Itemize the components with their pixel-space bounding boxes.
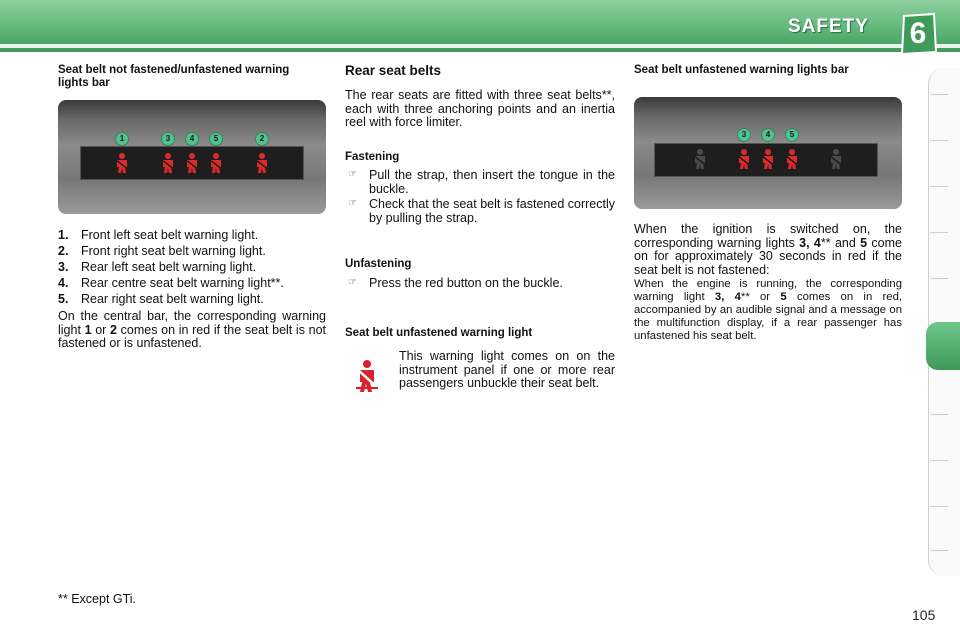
- list-item: [58, 291, 328, 307]
- para-text: comes on in red, accompanied by an audible signal and a message on the multifunction display, if a rear passenger has unfastened his seat belt.: [634, 291, 902, 342]
- footnote: ** Except GTi.: [58, 592, 137, 606]
- seat-belt-warning-icon: [350, 358, 384, 394]
- step-text: Pull the strap, then insert the tongue in the buckle.: [369, 168, 615, 196]
- para-bold: 5: [780, 291, 787, 303]
- step-text: Press the red button on the buckle.: [369, 276, 563, 290]
- item-text: Rear left seat belt warning light.: [81, 260, 257, 274]
- warning-light-number-badge: 5: [785, 128, 799, 142]
- para-bold: 5: [860, 235, 868, 250]
- item-number: 1.: [58, 228, 69, 242]
- chapter-badge: [898, 12, 938, 56]
- item-number: 4.: [58, 276, 69, 290]
- pointer-icon: ☞: [348, 198, 357, 209]
- chapter-number: 6: [909, 17, 927, 50]
- para-bold: 3, 4: [714, 291, 741, 303]
- unfastening-heading: Unfastening: [345, 258, 412, 270]
- header-stripe: [0, 44, 960, 48]
- seat-belt-icon: [113, 152, 131, 174]
- item-text: Rear right seat belt warning light.: [81, 292, 264, 306]
- tab-divider: [930, 506, 948, 507]
- warning-light-list: [58, 227, 328, 307]
- para-text: ** or: [740, 291, 781, 303]
- intro-paragraph: The rear seats are fitted with three seat belts**, each with three anchoring points and an inertia reel with force limiter.: [345, 88, 615, 129]
- seat-belt-icon: [183, 152, 201, 174]
- fastening-step: [345, 197, 615, 225]
- seat-belt-light-off: [691, 148, 709, 170]
- seat-belt-icon: [783, 148, 801, 170]
- para-text: When the engine is running, the corresponding warning light: [634, 278, 902, 303]
- seat-belt-light: [783, 148, 801, 170]
- para-bold: 1: [84, 322, 92, 337]
- item-number: 2.: [58, 244, 69, 258]
- seat-belt-icon: [691, 148, 709, 170]
- seat-belt-icon: [735, 148, 753, 170]
- left-paragraph: [58, 310, 326, 351]
- right-paragraph-1: [634, 223, 902, 277]
- seat-belt-light-off: [827, 148, 845, 170]
- tab-divider: [930, 278, 948, 279]
- para-text: When the ignition is switched on, the corresponding warning lights: [634, 222, 902, 250]
- fastening-heading: Fastening: [345, 151, 400, 163]
- seat-belt-light: [159, 152, 177, 174]
- unfastening-step: [345, 276, 615, 290]
- warning-light-heading: Seat belt unfastened warning light: [345, 327, 533, 339]
- fastening-step: [345, 168, 615, 196]
- item-text: Front right seat belt warning light.: [81, 244, 266, 258]
- left-heading: Seat belt not fastened/unfastened warning lights bar: [58, 64, 290, 89]
- para-text: come on for approximately 30 seconds in red if the seat belt is not fastened:: [634, 235, 902, 277]
- warning-light-number-badge: 4: [761, 128, 775, 142]
- list-item: [58, 243, 328, 259]
- chapter-title: SAFETY: [788, 16, 869, 37]
- list-item: [58, 259, 328, 275]
- right-paragraph-2: [634, 278, 902, 343]
- seat-belt-light: [253, 152, 271, 174]
- para-bold: 2: [110, 322, 117, 337]
- seat-belt-light: [735, 148, 753, 170]
- seat-belt-icon: [159, 152, 177, 174]
- item-number: 5.: [58, 292, 69, 306]
- tab-divider: [930, 94, 948, 95]
- warning-light-number-badge: 5: [209, 132, 223, 146]
- tab-divider: [930, 232, 948, 233]
- warning-light-number-badge: 3: [737, 128, 751, 142]
- item-text: Front left seat belt warning light.: [81, 228, 259, 242]
- section-title: Rear seat belts: [345, 63, 442, 78]
- list-item: [58, 227, 328, 243]
- tab-divider: [930, 550, 948, 551]
- seat-belt-icon: [827, 148, 845, 170]
- warning-light-number-badge: 2: [255, 132, 269, 146]
- list-item: [58, 275, 328, 291]
- para-bold: 3, 4: [799, 235, 821, 250]
- seat-belt-icon: [207, 152, 225, 174]
- warning-light-text: This warning light comes on on the instrument panel if one or more rear passengers unbuckle their seat belt.: [399, 349, 615, 390]
- step-text: Check that the seat belt is fastened correctly by pulling the strap.: [369, 197, 615, 225]
- pointer-icon: ☞: [348, 169, 357, 180]
- item-text: Rear centre seat belt warning light**.: [81, 276, 284, 290]
- item-number: 3.: [58, 260, 69, 274]
- seat-belt-icon: [759, 148, 777, 170]
- pointer-icon: ☞: [348, 277, 357, 288]
- seat-belt-light: [207, 152, 225, 174]
- para-text: On the central bar, the corresponding warning light: [58, 309, 326, 337]
- warning-light-number-badge: 1: [115, 132, 129, 146]
- page-number: 105: [912, 607, 936, 623]
- tab-divider: [930, 140, 948, 141]
- tab-divider: [930, 460, 948, 461]
- seat-belt-light: [183, 152, 201, 174]
- para-text: ** and: [820, 235, 861, 250]
- warning-light-number-badge: 3: [161, 132, 175, 146]
- tab-divider: [930, 186, 948, 187]
- right-heading: Seat belt unfastened warning lights bar: [634, 64, 849, 76]
- tab-active-chapter[interactable]: [926, 322, 960, 370]
- tab-divider: [930, 414, 948, 415]
- seat-belt-light: [113, 152, 131, 174]
- para-text: comes on in red if the seat belt is not fastened or is unfastened.: [58, 322, 327, 350]
- seat-belt-light: [759, 148, 777, 170]
- seat-belt-icon: [253, 152, 271, 174]
- warning-light-number-badge: 4: [185, 132, 199, 146]
- para-text: or: [91, 322, 111, 337]
